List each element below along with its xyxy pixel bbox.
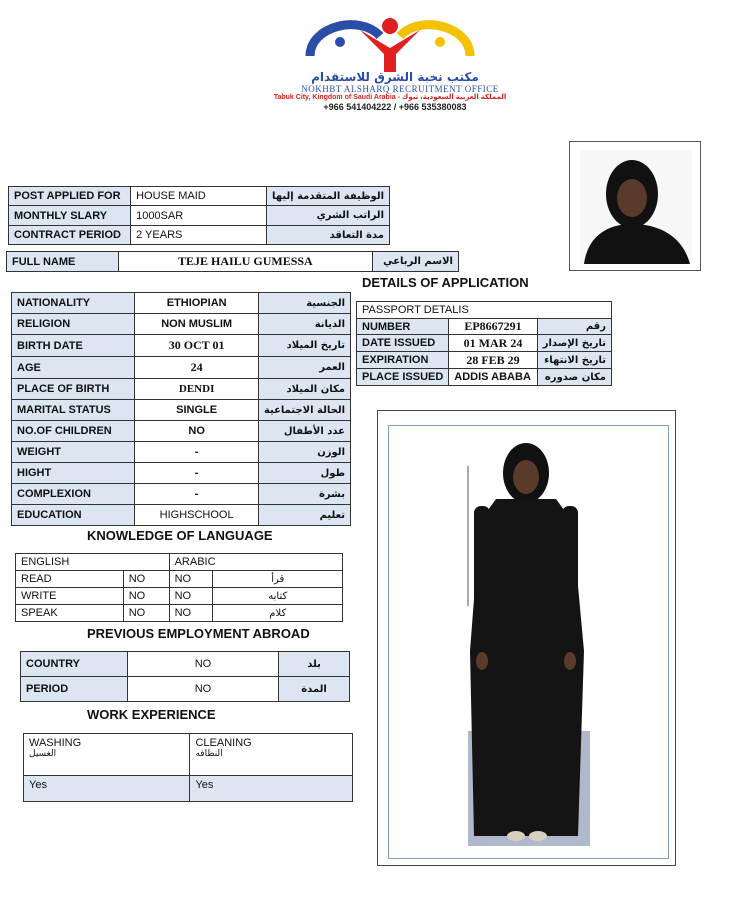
col-arabic: ARABIC	[169, 554, 342, 571]
passport-value: 01 MAR 24	[449, 335, 537, 352]
arabic-value: NO	[169, 588, 213, 605]
row-value: -	[135, 442, 259, 463]
salary-label: MONTHLY SLARY	[9, 206, 131, 226]
row-value: 30 OCT 01	[135, 335, 259, 357]
skill-cleaning	[190, 734, 353, 776]
skill-label-ar: النظافه	[195, 749, 223, 759]
passport-value: 28 FEB 29	[449, 352, 537, 369]
agency-name-ar: مكتب نخبة الشرق للاستقدام	[311, 70, 479, 84]
row-label-ar: العمر	[258, 357, 350, 379]
table-row	[357, 369, 612, 386]
skill-value: Yes	[24, 776, 190, 802]
row-value: 24	[135, 357, 259, 379]
employment-label-ar: المدة	[279, 677, 350, 702]
row-value: NO	[135, 421, 259, 442]
full-name-label: FULL NAME	[7, 252, 119, 272]
post-value: HOUSE MAID	[131, 187, 267, 206]
passport-label-ar: مكان صدوره	[537, 369, 611, 386]
lang-label: WRITE	[16, 588, 124, 605]
row-label: PLACE OF BIRTH	[12, 379, 135, 400]
row-value: SINGLE	[135, 400, 259, 421]
row-label-ar: تاريخ الميلاد	[258, 335, 350, 357]
passport-value: EP8667291	[449, 319, 537, 335]
row-label-ar: الديانة	[258, 314, 350, 335]
row-label: NO.OF CHILDREN	[12, 421, 135, 442]
skill-label-ar: الغسيل	[29, 749, 57, 759]
row-value: -	[135, 484, 259, 505]
table-row	[357, 352, 612, 369]
personal-table	[11, 292, 351, 526]
full-name-table	[6, 251, 459, 272]
row-label: BIRTH DATE	[12, 335, 135, 357]
passport-label: DATE ISSUED	[357, 335, 449, 352]
lang-label: SPEAK	[16, 605, 124, 622]
application-table	[8, 186, 390, 245]
contract-label-ar: مدة التعاقد	[266, 226, 389, 245]
passport-value: ADDIS ABABA	[449, 369, 537, 386]
contract-label: CONTRACT PERIOD	[9, 226, 131, 245]
row-label-ar: تعليم	[258, 505, 350, 526]
row-label-ar: عدد الأطفال	[258, 421, 350, 442]
employment-label-ar: بلد	[279, 652, 350, 677]
table-row	[12, 463, 351, 484]
details-heading: DETAILS OF APPLICATION	[362, 275, 529, 290]
row-label-ar: مكان الميلاد	[258, 379, 350, 400]
passport-photo	[569, 141, 701, 271]
full-name-value: TEJE HAILU GUMESSA	[118, 252, 372, 272]
language-heading: KNOWLEDGE OF LANGUAGE	[87, 528, 273, 543]
table-row	[357, 319, 612, 335]
row-value: HIGHSCHOOL	[135, 505, 259, 526]
table-row	[12, 505, 351, 526]
agency-logo	[300, 8, 480, 78]
salary-label-ar: الراتب الشري	[266, 206, 389, 226]
row-value: DENDI	[135, 379, 259, 400]
language-table	[15, 553, 343, 622]
row-label: EDUCATION	[12, 505, 135, 526]
passport-label-ar: تاريخ الإصدار	[537, 335, 611, 352]
row-label-ar: بشرة	[258, 484, 350, 505]
table-row	[9, 206, 390, 226]
table-row	[357, 335, 612, 352]
arabic-value: NO	[169, 605, 213, 622]
lang-label-ar: قرأ	[213, 571, 343, 588]
table-row	[12, 314, 351, 335]
passport-table	[356, 301, 612, 386]
english-value: NO	[123, 571, 169, 588]
full-name-label-ar: الاسم الرباعي	[373, 252, 459, 272]
table-row	[16, 605, 343, 622]
passport-label: EXPIRATION	[357, 352, 449, 369]
table-row	[9, 187, 390, 206]
row-label: MARITAL STATUS	[12, 400, 135, 421]
passport-label: NUMBER	[357, 319, 449, 335]
skill-washing	[24, 734, 190, 776]
passport-label-ar: رقم	[537, 319, 611, 335]
table-row	[16, 571, 343, 588]
row-value: NON MUSLIM	[135, 314, 259, 335]
table-row	[12, 400, 351, 421]
arabic-value: NO	[169, 571, 213, 588]
table-row	[12, 379, 351, 400]
table-row	[12, 335, 351, 357]
english-value: NO	[123, 605, 169, 622]
agency-address: Tabuk City, Kingdom of Saudi Arabia - المملكة العربية السعودية، تبوك	[273, 94, 507, 101]
skill-label: CLEANING	[195, 737, 252, 749]
row-label: NATIONALITY	[12, 293, 135, 314]
row-label-ar: الجنسية	[258, 293, 350, 314]
full-body-photo	[377, 410, 676, 866]
contract-value: 2 YEARS	[131, 226, 267, 245]
lang-label-ar: كتابه	[213, 588, 343, 605]
employment-table	[20, 651, 350, 702]
skill-value: Yes	[190, 776, 353, 802]
agency-name-en: NOKHBT ALSHARQ RECRUITMENT OFFICE	[301, 84, 499, 94]
row-label-ar: الحالة الاجتماعية	[258, 400, 350, 421]
row-value: -	[135, 463, 259, 484]
english-value: NO	[123, 588, 169, 605]
agency-phones: +966 541404222 / +966 535380083	[323, 102, 467, 112]
employment-label: COUNTRY	[21, 652, 128, 677]
table-row	[16, 588, 343, 605]
employment-heading: PREVIOUS EMPLOYMENT ABROAD	[87, 626, 310, 641]
skill-label: WASHING	[29, 737, 82, 749]
passport-title: PASSPORT DETALIS	[357, 302, 612, 319]
row-label: WEIGHT	[12, 442, 135, 463]
table-row	[12, 484, 351, 505]
row-label-ar: الوزن	[258, 442, 350, 463]
experience-heading: WORK EXPERIENCE	[87, 707, 216, 722]
post-label: POST APPLIED FOR	[9, 187, 131, 206]
passport-label-ar: تاريخ الانتهاء	[537, 352, 611, 369]
table-row	[12, 293, 351, 314]
row-label: AGE	[12, 357, 135, 379]
salary-value: 1000SAR	[131, 206, 267, 226]
lang-label: READ	[16, 571, 124, 588]
lang-label-ar: كلام	[213, 605, 343, 622]
row-label: HIGHT	[12, 463, 135, 484]
table-row	[12, 421, 351, 442]
table-row	[9, 226, 390, 245]
table-row	[12, 357, 351, 379]
employment-value: NO	[127, 652, 278, 677]
col-english: ENGLISH	[16, 554, 170, 571]
table-row	[21, 677, 350, 702]
employment-label: PERIOD	[21, 677, 128, 702]
row-label: RELIGION	[12, 314, 135, 335]
table-row	[21, 652, 350, 677]
experience-table	[23, 733, 353, 802]
row-value: ETHIOPIAN	[135, 293, 259, 314]
post-label-ar: الوظيفة المتقدمة إليها	[266, 187, 389, 206]
employment-value: NO	[127, 677, 278, 702]
passport-label: PLACE ISSUED	[357, 369, 449, 386]
row-label: COMPLEXION	[12, 484, 135, 505]
row-label-ar: طول	[258, 463, 350, 484]
table-row	[12, 442, 351, 463]
